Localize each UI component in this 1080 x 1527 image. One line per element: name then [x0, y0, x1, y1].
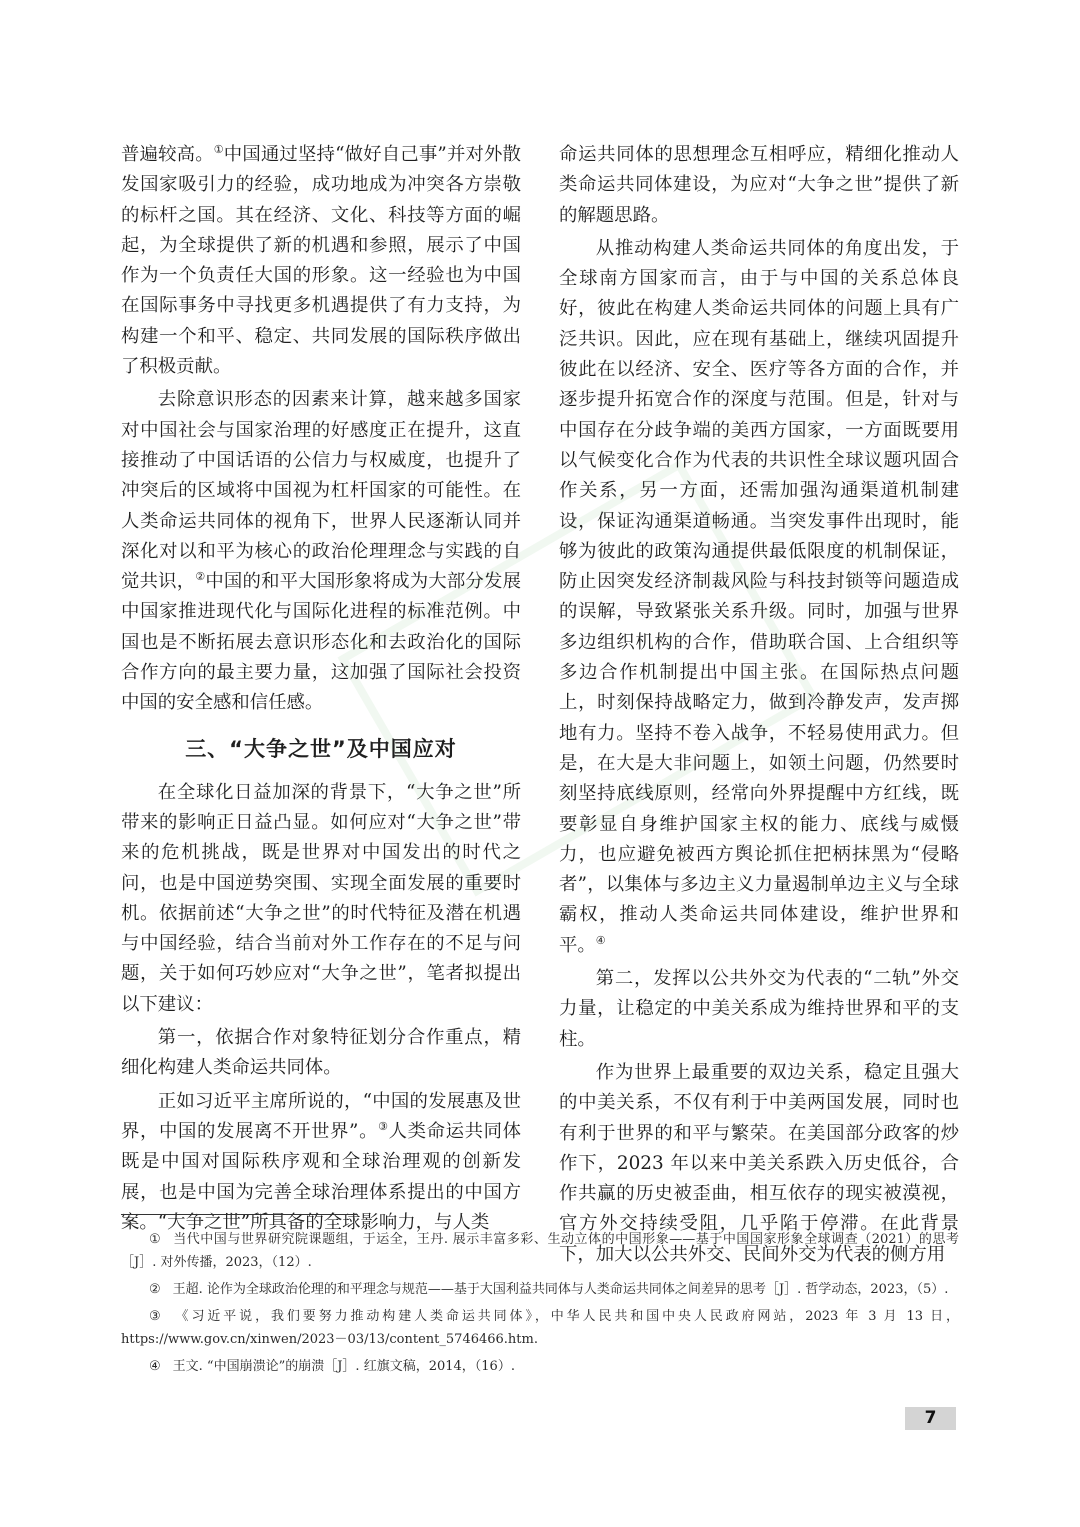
paragraph: 去除意识形态的因素来计算，越来越多国家对中国社会与国家治理的好感度正在提升，这直接推动了中国话语的公信力与权威度，也提升了冲突后的区域将中国视为杠杆国家的可能性。在人类命运共同体的视角下，世界人民逐渐认同并深化对以和平为核心的政治伦理理念与实践的自觉共识，②中国的和平大国形象将成为大部分发展中国家推进现代化与国际化进程的标准范例。中国也是不断拓展去意识形态化和去政治化的国际合作方向的最主要力量，这加强了国际社会投资中国的安全感和信任感。 — [121, 389, 521, 714]
paragraph: 第一，依据合作对象特征划分合作重点，精细化构建人类命运共同体。 — [121, 1027, 521, 1079]
paragraph: 命运共同体的思想理念互相呼应，精细化推动人类命运共同体建设，为应对“大争之世”提供了新的解题思路。 — [559, 144, 959, 226]
footnote: ④ 王文. “中国崩溃论”的崩溃［J］. 红旗文稿，2014，（16）. — [149, 1359, 515, 1374]
footnotes — [121, 1228, 959, 1382]
footnote-divider — [121, 1214, 357, 1215]
paragraph: 第二，发挥以公共外交为代表的“二轨”外交力量，让稳定的中美关系成为维持世界和平的支柱。 — [559, 968, 959, 1050]
footnote-ref[interactable]: ② — [195, 570, 206, 584]
right-column — [559, 140, 959, 1270]
page-number: 7 — [905, 1407, 956, 1430]
paragraph: 从推动构建人类命运共同体的角度出发，于全球南方国家而言，由于与中国的关系总体良好，彼此在构建人类命运共同体的问题上具有广泛共识。因此，应在现有基础上，继续巩固提升彼此在以经济、安全、医疗等各方面的合作，并逐步提升拓宽合作的深度与范围。但是，针对与中国存在分歧争端的美西方国家，一方面既要用以气候变化合作为代表的共识性全球议题巩固合作关系，另一方面，还需加强沟通渠道机制建设，保证沟通渠道畅通。当突发事件出现时，能够为彼此的政策沟通提供最低限度的机制保证，防止因突发经济制裁风险与科技封锁等问题造成的误解，导致紧张关系升级。同时，加强与世界多边组织机构的合作，借助联合国、上合组织等多边合作机制提出中国主张。在国际热点问题上，时刻保持战略定力，做到冷静发声，发声掷地有力。坚持不卷入战争，不轻易使用武力。但是，在大是大非问题上，如领土问题，仍然要时刻坚持底线原则，经常向外界提醒中方红线，既要彰显自身维护国家主权的能力、底线与威慑力，也应避免被西方舆论抓住把柄抹黑为“侵略者”，以集体与多边主义力量遏制单边主义与全球霸权，推动人类命运共同体建设，维护世界和平。④ — [559, 237, 959, 956]
left-column — [121, 140, 521, 1238]
footnote: ③ 《习近平说，我们要努力推动构建人类命运共同体》，中华人民共和国中央人民政府网站，2023 年 3 月 13 日，https://www.gov.cn/xinwen/2023－03/13/content_5746466.htm. — [121, 1309, 959, 1347]
footnote: ② 王超. 论作为全球政治伦理的和平理念与规范——基于大国利益共同体与人类命运共同体之间差异的思考［J］. 哲学动态，2023，（5）. — [149, 1282, 949, 1297]
section-heading: 三、“大争之世”及中国应对 — [185, 736, 457, 761]
paragraph: 正如习近平主席所说的，“中国的发展惠及世界，中国的发展离不开世界”。③人类命运共同体既是中国对国际秩序观和全球治理观的创新发展，也是中国为完善全球治理体系提出的中国方案。“大争之世”所具备的全球影响力，与人类 — [121, 1090, 521, 1233]
footnote-ref[interactable]: ① — [213, 142, 224, 156]
paragraph: 作为世界上最重要的双边关系，稳定且强大的中美关系，不仅有利于中美两国发展，同时也有利于世界的和平与繁荣。在美国部分政客的炒作下，2023 年以来中美关系跌入历史低谷，合作共赢的历史被歪曲，相互依存的现实被漠视，官方外交持续受阻，几乎陷于停滞。在此背景下，加大以公共外交、民间外交为代表的侧方用 — [559, 1061, 959, 1265]
footnote-ref[interactable]: ③ — [378, 1119, 389, 1133]
paragraph: 普遍较高。①中国通过坚持“做好自己事”并对外散发国家吸引力的经验，成功地成为冲突各方崇敬的标杆之国。其在经济、文化、科技等方面的崛起，为全球提供了新的机遇和参照，展示了中国作为一个负责任大国的形象。这一经验也为中国在国际事务中寻找更多机遇提供了有力支持，为构建一个和平、稳定、共同发展的国际秩序做出了积极贡献。 — [121, 142, 521, 378]
footnote-ref[interactable]: ④ — [595, 933, 606, 947]
paragraph: 在全球化日益加深的背景下，“大争之世”所带来的影响正日益凸显。如何应对“大争之世”带来的危机挑战，既是世界对中国发出的时代之问，也是中国逆势突围、实现全面发展的重要时机。依据前述“大争之世”的时代特征及潜在机遇与中国经验，结合当前对外工作存在的不足与问题，关于如何巧妙应对“大争之世”，笔者拟提出以下建议： — [121, 781, 521, 1015]
footnote: ① 当代中国与世界研究院课题组，于运全，王丹. 展示丰富多彩、生动立体的中国形象——基于中国国家形象全球调查（2021）的思考［J］. 对外传播，2023，（12）. — [121, 1232, 959, 1270]
